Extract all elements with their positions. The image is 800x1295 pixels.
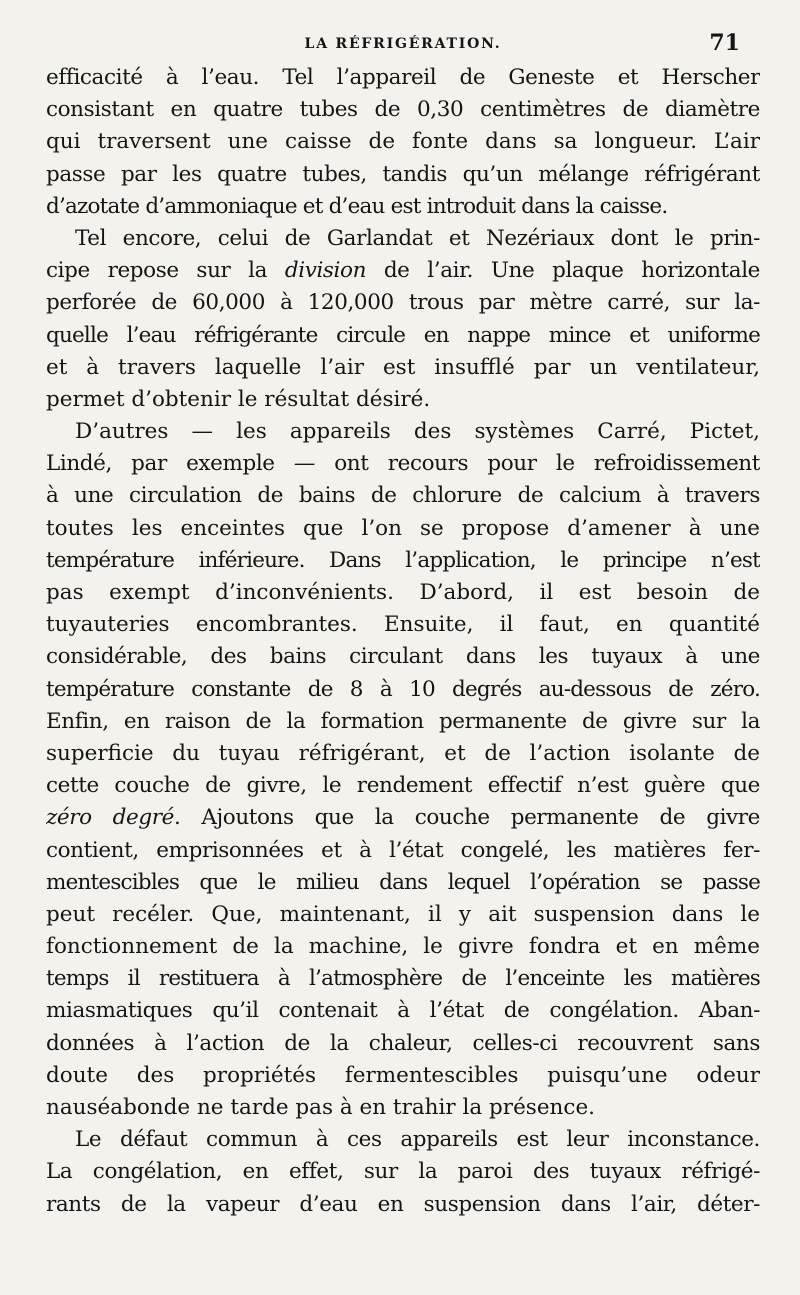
text-line: considérable, des bains circulant dans les tuyaux à une	[46, 644, 760, 670]
text-line: perforée de 60,000 à 120,000 trous par mètre carré, sur la-	[46, 290, 760, 316]
text-line: nauséabonde ne tarde pas à en trahir la présence.	[46, 1095, 595, 1120]
text-line: cette couche de givre, le rendement effectif n’est guère que	[46, 773, 760, 799]
body-text	[46, 62, 760, 1221]
text-run: de l’air. Une plaque horizontale	[366, 258, 760, 284]
text-run: . Ajoutons que la couche permanente de givre	[173, 805, 760, 831]
text-line: qui traversent une caisse de fonte dans sa longueur. L’air	[46, 129, 760, 155]
text-line: fonctionnement de la machine, le givre fondra et en même	[46, 934, 760, 960]
text-line: mentescibles que le milieu dans lequel l’opération se passe	[46, 869, 760, 895]
text-line: quelle l’eau réfrigérante circule en nappe mince et uniforme	[46, 322, 760, 348]
text-line: passe par les quatre tubes, tandis qu’un mélange réfrigérant	[46, 161, 760, 187]
text-line: d’azotate d’ammoniaque et d’eau est introduit dans la caisse.	[46, 193, 668, 219]
text-line: température inférieure. Dans l’application, le principe n’est	[46, 547, 760, 573]
text-line: permet d’obtenir le résultat désiré.	[46, 386, 431, 412]
text-line: données à l’action de la chaleur, celles-ci recouvrent sans	[46, 1030, 760, 1056]
text-line	[46, 802, 760, 834]
text-line: peut recéler. Que, maintenant, il y ait suspension dans le	[46, 901, 760, 927]
text-line: consistant en quatre tubes de 0,30 centimètres de diamètre	[46, 97, 760, 123]
text-line: pas exempt d’inconvénients. D’abord, il est besoin de	[46, 580, 760, 605]
text-line: doute des propriétés fermentescibles puisqu’une odeur	[46, 1062, 760, 1088]
text-line: contient, emprisonnées et à l’état congelé, les matières fer-	[46, 837, 760, 863]
text-line: toutes les enceintes que l’on se propose d’amener à une	[46, 515, 760, 541]
text-line: temps il restituera à l’atmosphère de l’enceinte les matières	[46, 966, 760, 992]
text-line: rants de la vapeur d’eau en suspension dans l’air, déter-	[46, 1191, 760, 1217]
text-line: et à travers laquelle l’air est insufflé par un ventilateur,	[46, 354, 760, 380]
text-run: cipe repose sur la	[46, 258, 285, 284]
text-line: miasmatiques qu’il contenait à l’état de congélation. Aban-	[46, 998, 760, 1024]
text-line: à une circulation de bains de chlorure de calcium à travers	[46, 483, 760, 509]
text-line: tuyauteries encombrantes. Ensuite, il faut, en quantité	[46, 612, 760, 638]
text-line: superficie du tuyau réfrigérant, et de l’action isolante de	[46, 740, 760, 766]
text-line: efficacité à l’eau. Tel l’appareil de Geneste et Herscher	[46, 65, 760, 90]
italic-phrase: zéro degré	[46, 805, 174, 831]
text-line: D’autres — les appareils des systèmes Carré, Pictet,	[75, 419, 760, 445]
text-line: Lindé, par exemple — ont recours pour le refroidissement	[46, 451, 760, 477]
text-line	[46, 255, 760, 287]
text-line: Le défaut commun à ces appareils est leur inconstance.	[75, 1127, 760, 1153]
text-line: Enfin, en raison de la formation permanente de givre sur la	[46, 708, 760, 734]
text-line: température constante de 8 à 10 degrés au-dessous de zéro.	[46, 676, 760, 702]
text-line: Tel encore, celui de Garlandat et Nezériaux dont le prin-	[75, 225, 760, 251]
text-line: La congélation, en effet, sur la paroi des tuyaux réfrigé-	[46, 1159, 760, 1185]
page-number: 71	[709, 30, 740, 56]
running-title: LA RÉFRIGÉRATION.	[304, 36, 502, 52]
italic-word: division	[284, 258, 367, 284]
page-header	[46, 0, 760, 62]
